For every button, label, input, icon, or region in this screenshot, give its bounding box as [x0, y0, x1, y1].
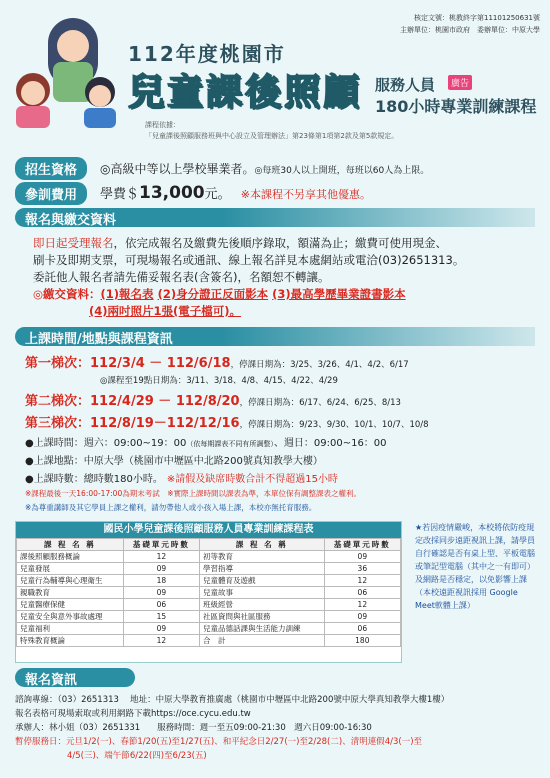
course-hours-cell: 09 [123, 563, 199, 575]
class-hours-note: ※請假及缺席時數合計不得超過15小時 [166, 474, 338, 485]
batch-2-dates: 112/4/29 － 112/8/20 [90, 394, 240, 409]
table-row [17, 611, 401, 623]
fee-note: ※本課程不另享其他優惠。 [240, 188, 371, 201]
course-hours-cell: 180 [324, 635, 400, 647]
registration-text [33, 235, 538, 320]
registration-docs [33, 286, 538, 303]
registration-line1 [33, 235, 538, 252]
batch-1-stops: ，停課日期為：3/25、3/26、4/1、4/2、6/17 [230, 360, 409, 370]
contact-closed-days-cont: 4/5(三)、端午節6/22(四)至6/23(五) [67, 751, 207, 761]
table-row [17, 587, 401, 599]
course-hours-cell: 09 [123, 587, 199, 599]
approval-info [400, 12, 540, 36]
contact-label: 報名資訊 [25, 673, 78, 688]
docs-label: ◎繳交資料： [33, 287, 101, 301]
course-table-title: 國民小學兒童課後照顧服務人員專業訓練課程表 [16, 522, 401, 538]
course-hours-cell: 09 [324, 611, 400, 623]
doc-diploma: (3)最高學歷畢業證書影本 [272, 287, 406, 301]
batch-1 [25, 352, 409, 371]
fee-label: 參訓費用 [15, 182, 87, 205]
column-header: 課 程 名 稱 [17, 539, 124, 551]
course-name-cell: 兒童行為輔導與心理衛生 [17, 575, 124, 587]
batch-3-stops: ，停課日期為：9/23、9/30、10/1、10/7、10/8 [239, 420, 429, 430]
course-hours-cell: 09 [123, 623, 199, 635]
course-hours-cell: 12 [123, 635, 199, 647]
registration-line2: 刷卡及即期支票，可現場報名或通訊、線上報名詳見本處網站或電洽(03)2651313。 [33, 253, 465, 267]
course-name-cell: 特殊教育概論 [17, 635, 124, 647]
table-row [17, 551, 401, 563]
course-hours-cell: 06 [324, 623, 400, 635]
batch-1-title: 第一梯次： [25, 356, 91, 371]
course-name-cell: 兒童安全與意外事故處理 [17, 611, 124, 623]
schedule-note-2: ※為尊重講師及其它學員上課之權利，請勿帶他人或小孩入場上課，本校亦無托育服務。 [25, 503, 317, 512]
course-name-cell: 兒童福利 [17, 623, 124, 635]
course-hours-cell: 09 [324, 551, 400, 563]
course-name-cell: 兒童品德話課與生活能力訓練 [200, 623, 325, 635]
course-table [15, 521, 402, 663]
subtitle-hours: 180小時專業訓練課程 [375, 97, 537, 116]
doc-id: (2)身分證正反面影本 [157, 287, 269, 301]
table-row [17, 623, 401, 635]
batch-1-note: ◎課程至19點日期為：3/11、3/18、4/8、4/15、4/22、4/29 [100, 376, 338, 386]
class-time [25, 434, 387, 449]
course-hours-cell: 12 [324, 599, 400, 611]
course-table-grid [16, 538, 401, 647]
course-name-cell: 初等教育 [200, 551, 325, 563]
class-time-sun: 、週日：09:00~16：00 [273, 438, 387, 449]
course-hours-cell: 18 [123, 575, 199, 587]
subtitle-service: 服務人員 [375, 76, 436, 94]
class-hours [25, 470, 338, 485]
ad-badge: 廣告 [448, 75, 472, 90]
basis-text: 「兒童課後照顧服務班與中心設立及管理辦法」第23條第1項第2款及第5款規定。 [145, 132, 399, 140]
course-name-cell: 親職教育 [17, 587, 124, 599]
schedule-header [15, 327, 535, 346]
basis-label: 課程依據： [145, 121, 180, 129]
course-hours-cell: 15 [123, 611, 199, 623]
contact-header [15, 668, 135, 687]
course-hours-cell: 12 [324, 575, 400, 587]
table-row [17, 575, 401, 587]
eligibility-label: 招生資格 [15, 157, 87, 180]
registration-label: 報名與繳交資料 [25, 213, 117, 228]
schedule-label: 上課時間/地點與課程資訊 [25, 332, 173, 347]
course-name-cell: 合 計 [200, 635, 325, 647]
batch-1-dates: 112/3/4 － 112/6/18 [90, 356, 231, 371]
batch-2-title: 第二梯次： [25, 394, 91, 409]
registration-header [15, 208, 535, 227]
course-name-cell: 兒童發展 [17, 563, 124, 575]
class-place [25, 452, 323, 467]
column-header: 基礎單元時數 [123, 539, 199, 551]
table-row [17, 599, 401, 611]
course-hours-cell: 36 [324, 563, 400, 575]
contact-phone-address: 諮詢專線：（03）2651313 地址：中原大學教育推廣處（桃園市中壢區中北路200號中原大學真知教學大樓1樓） [15, 695, 450, 705]
fee-suffix: 元。 [204, 187, 231, 202]
course-name-cell: 兒童故事 [200, 587, 325, 599]
approval-number: 核定文號：桃教終字第11101250631號 [414, 14, 540, 22]
table-row [17, 635, 401, 647]
class-time-sat: 週六：09:00~19：00 [83, 438, 187, 449]
remote-learning-note: ★若因疫情嚴峻，本校將依防疫規定改採同步遠距視訊上課，請學員自行確認是否有桌上型、平板電腦或筆記型電腦（其中之一有即可）及網路是否穩定，以免影響上課（本校遠距視訊採用 Google Meet軟體上課） [415, 523, 535, 610]
course-hours-cell: 12 [123, 551, 199, 563]
course-hours-cell: 06 [324, 587, 400, 599]
contact-info [15, 693, 545, 763]
doc-photo: (4)兩吋照片1張(電子檔可)。 [89, 304, 242, 318]
registration-open: 即日起受理報名 [33, 236, 114, 250]
batch-3-title: 第三梯次： [25, 416, 91, 431]
column-header: 基礎單元時數 [324, 539, 400, 551]
schedule-note-1: ※課程最後一天16:00-17:00為期末考試 ※實際上課時間以課表為準，本單位保有調整課表之權利。 [25, 489, 361, 498]
course-name-cell: 兒童體育及遊戲 [200, 575, 325, 587]
eligibility-text [100, 160, 429, 177]
class-hours-text: 總時數180小時。 [83, 474, 163, 485]
page-title: 兒童課後照顧 [128, 72, 363, 113]
course-basis [145, 120, 398, 142]
fee-prefix: 學費＄ [100, 187, 140, 202]
course-name-cell: 學習指導 [200, 563, 325, 575]
column-header: 課 程 名 稱 [200, 539, 325, 551]
batch-2-stops: ，停課日期為：6/17、6/24、6/25、8/13 [239, 398, 401, 408]
course-name-cell: 班級經營 [200, 599, 325, 611]
title-year: 112年度桃園市 [128, 42, 286, 66]
class-time-note: （依每期課表不同有所調整） [186, 440, 274, 448]
course-name-cell: 課後照顧服務概論 [17, 551, 124, 563]
fee-amount: 13,000 [139, 183, 205, 203]
class-hours-label: ●上課時數： [25, 474, 84, 485]
contact-person: 承辦人：林小姐（03）2651331 服務時間：週一至五09:00-21:30 週六日09:00-16:30 [15, 723, 372, 733]
course-hours-cell: 06 [123, 599, 199, 611]
course-name-cell: 兒童醫療保健 [17, 599, 124, 611]
table-header-row [17, 539, 401, 551]
class-place-text: 中原大學（桃園市中壢區中北路200號真知教學大樓） [83, 456, 323, 467]
contact-closed-days: 暫停服務日：元旦1/2(一)、春節1/20(五)至1/27(五)、和平紀念日2/27(一)至2/28(二)、清明連假4/3(一)至 [15, 737, 423, 747]
registration-line1-rest: ，依完成報名及繳費先後順序錄取，額滿為止；繳費可使用現金、 [113, 236, 447, 250]
batch-3-dates: 112/8/19－112/12/16 [90, 416, 240, 431]
fee-text [100, 183, 371, 203]
class-time-label: ●上課時間： [25, 438, 84, 449]
class-place-label: ●上課地點： [25, 456, 84, 467]
doc-form: (1)報名表 [100, 287, 154, 301]
contact-download: 報名表格可現場索取或利用網路下載https://oce.cycu.edu.tw [15, 709, 251, 719]
organizers: 主辦單位：桃園市政府 委辦單位：中原大學 [400, 26, 540, 34]
eligibility-class-size: ◎每班30人以上開班，每班以60人為上限。 [254, 166, 430, 176]
teacher-kids-illustration [8, 18, 128, 128]
registration-line3: 委託他人報名者請先備妥報名表(含簽名)，名額恕不轉讓。 [33, 270, 330, 284]
registration-docs-photo [33, 303, 538, 320]
eligibility-requirement: ◎高級中等以上學校畢業者。 [100, 162, 255, 176]
table-row [17, 563, 401, 575]
course-name-cell: 社區資問與社區服務 [200, 611, 325, 623]
batch-2 [25, 390, 401, 409]
batch-3 [25, 412, 429, 431]
